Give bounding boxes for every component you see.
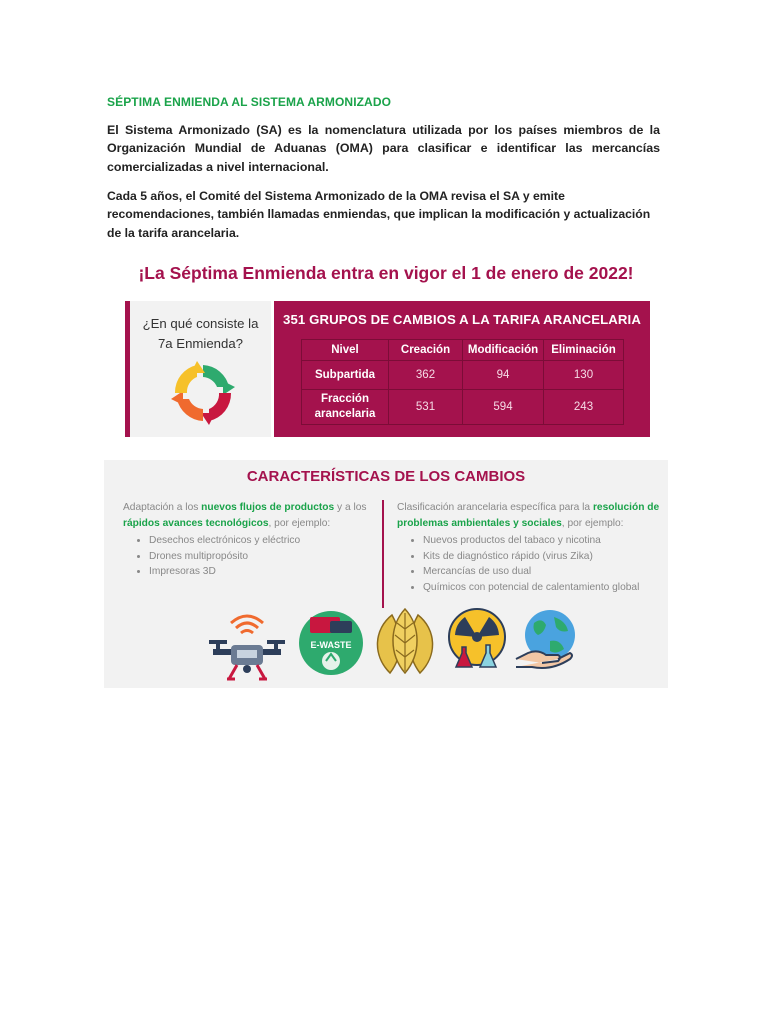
list-item: • Drones multipropósito bbox=[149, 549, 371, 565]
column-divider bbox=[382, 500, 384, 608]
right-intro-text-2: , por ejemplo: bbox=[561, 517, 624, 529]
earth-in-hand-icon bbox=[514, 607, 578, 673]
row-label-fraccion bbox=[302, 390, 389, 425]
question-text bbox=[130, 314, 271, 354]
document-heading: SÉPTIMA ENMIENDA AL SISTEMA ARMONIZADO bbox=[107, 95, 392, 109]
list-item: • Mercancías de uso dual bbox=[423, 564, 665, 580]
table-cell: 594 bbox=[463, 390, 544, 425]
table-row bbox=[302, 390, 624, 425]
drone-icon bbox=[207, 607, 287, 681]
tobacco-leaf-icon bbox=[370, 607, 440, 677]
table-cell: 243 bbox=[544, 390, 624, 425]
question-panel bbox=[125, 301, 271, 437]
list-item: • Impresoras 3D bbox=[149, 564, 371, 580]
left-example-list bbox=[123, 533, 371, 580]
changes-panel bbox=[274, 301, 650, 437]
row-label-line-2: arancelaria bbox=[314, 408, 376, 420]
left-intro-text-2: y a los bbox=[334, 502, 367, 513]
left-highlight-1: nuevos flujos de productos bbox=[201, 502, 335, 513]
list-item: • Nuevos productos del tabaco y nicotina bbox=[423, 533, 665, 549]
table-header-row bbox=[302, 340, 624, 361]
cycle-arrows-icon bbox=[171, 361, 235, 425]
characteristics-right-column bbox=[397, 500, 665, 595]
list-item: • Químicos con potencial de calentamiento global bbox=[423, 580, 665, 596]
right-highlight: resolución de problemas ambientales y sociales bbox=[397, 502, 660, 529]
col-header-creacion: Creación bbox=[389, 340, 463, 361]
characteristics-section bbox=[104, 460, 668, 688]
table-row bbox=[302, 361, 624, 390]
infographic bbox=[104, 256, 668, 688]
table-cell: 362 bbox=[389, 361, 463, 390]
right-example-list bbox=[397, 533, 665, 595]
table-cell: 130 bbox=[544, 361, 624, 390]
left-intro-text-3: , por ejemplo: bbox=[268, 517, 331, 529]
col-header-nivel: Nivel bbox=[302, 340, 389, 361]
row-label-subpartida: Subpartida bbox=[302, 361, 389, 390]
right-intro-text: Clasificación arancelaria específica para la bbox=[397, 502, 593, 513]
left-highlight-2: rápidos avances tecnológicos bbox=[123, 517, 269, 529]
left-intro-text: Adaptación a los bbox=[123, 502, 202, 513]
paragraph-review-cycle: Cada 5 años, el Comité del Sistema Armonizado de la OMA revisa el SA y emite recomendaciones, también llamadas enmiendas, que implican la modificación y actualización de la tarifa arancelaria. bbox=[107, 189, 651, 240]
col-header-eliminacion: Eliminación bbox=[544, 340, 624, 361]
col-header-modificacion: Modificación bbox=[463, 340, 544, 361]
changes-table bbox=[301, 339, 624, 425]
characteristics-left-column bbox=[123, 500, 371, 580]
e-waste-icon bbox=[296, 607, 366, 677]
question-line-2: 7a Enmienda? bbox=[157, 336, 244, 351]
paragraph-definition: El Sistema Armonizado (SA) es la nomenclatura utilizada por los países miembros de la Organización Mundial de Aduanas (OMA) para clasificar e identificar las mercancías comercializadas a nivel internacional. bbox=[107, 123, 660, 174]
e-waste-label: E-WASTE bbox=[310, 640, 352, 650]
characteristics-title: CARACTERÍSTICAS DE LOS CAMBIOS bbox=[246, 468, 526, 485]
list-item: • Desechos electrónicos y eléctrico bbox=[149, 533, 371, 549]
changes-table-title: 351 GRUPOS DE CAMBIOS A LA TARIFA ARANCELARIA bbox=[283, 312, 641, 327]
hazard-chemistry-icon bbox=[446, 607, 508, 671]
infographic-title: ¡La Séptima Enmienda entra en vigor el 1 de enero de 2022! bbox=[138, 263, 634, 283]
question-line-1: ¿En qué consiste la bbox=[142, 316, 259, 331]
table-cell: 94 bbox=[463, 361, 544, 390]
row-label-line-1: Fracción bbox=[321, 393, 369, 405]
table-cell: 531 bbox=[389, 390, 463, 425]
list-item: • Kits de diagnóstico rápido (virus Zika) bbox=[423, 549, 665, 565]
